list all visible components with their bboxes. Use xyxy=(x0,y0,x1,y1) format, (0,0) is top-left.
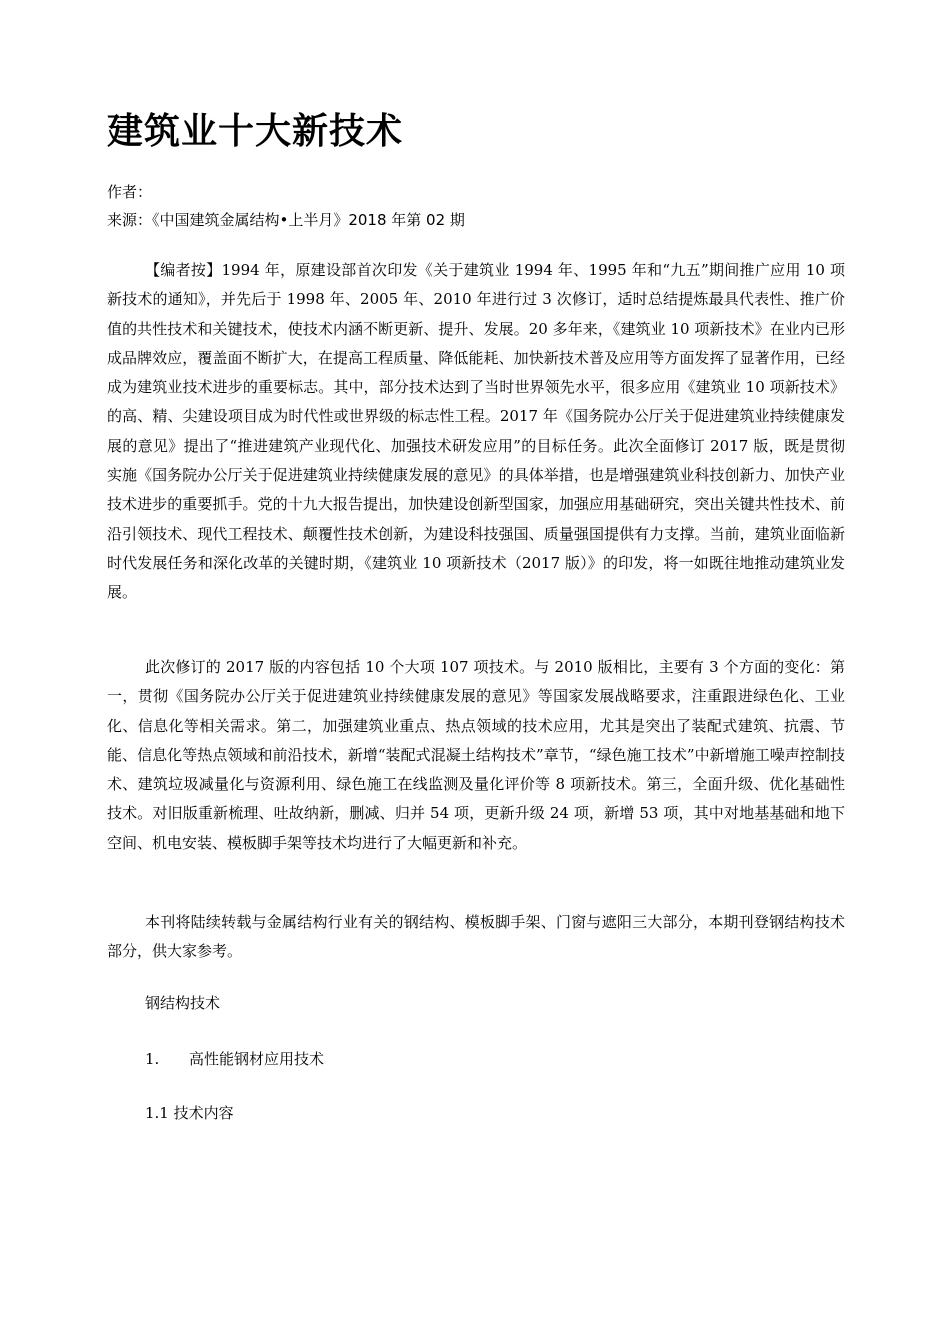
item-number: 1. xyxy=(145,1050,160,1068)
editor-note-paragraph: 【编者按】1994 年，原建设部首次印发《关于建筑业 1994 年、1995 年和“九五”期间推广应用 10 项新技术的通知》，并先后于 1998 年、2005 年、2010 年进行过 3 次修订，适时总结提炼最具代表性、推广价值的共性技术和关键技术，使技术内涵不断更新、提升、发展。20 多年来，《建筑业 10 项新技术》在业内已形成品牌效应，覆盖面不断扩大，在提高工程质量、降低能耗、加快新技术普及应用等方面发挥了显著作用，已经成为建筑业技术进步的重要标志。其中，部分技术达到了当时世界领先水平，很多应用《建筑业 10 项新技术》的高、精、尖建设项目成为时代性或世界级的标志性工程。2017 年《国务院办公厅关于促进建筑业持续健康发展的意见》提出了“推进建筑产业现代化、加强技术研发应用”的目标任务。此次全面修订 2017 版，既是贯彻实施《国务院办公厅关于促进建筑业持续健康发展的意见》的具体举措，也是增强建筑业科技创新力、加快产业技术进步的重要抓手。党的十九大报告提出，加快建设创新型国家，加强应用基础研究，突出关键共性技术、前沿引领技术、现代工程技术、颠覆性技术创新，为建设科技强国、质量强国提供有力支撑。当前，建筑业面临新时代发展任务和深化改革的关键时期，《建筑业 10 项新技术（2017 版）》的印发，将一如既往地推动建筑业发展。 xyxy=(107,261,845,602)
revision-summary-paragraph: 此次修订的 2017 版的内容包括 10 个大项 107 项技术。与 2010 版相比，主要有 3 个方面的变化：第一，贯彻《国务院办公厅关于促进建筑业持续健康发展的意见》等国家发展战略要求，注重跟进绿色化、工业化、信息化等相关需求。第二，加强建筑业重点、热点领域的技术应用，尤其是突出了装配式建筑、抗震、节能、信息化等热点领域和前沿技术，新增“装配式混凝土结构技术”章节，“绿色施工技术”中新增施工噪声控制技术、建筑垃圾减量化与资源利用、绿色施工在线监测及量化评价等 8 项新技术。第三，全面升级、优化基础性技术。对旧版重新梳理、吐故纳新，删减、归并 54 项，更新升级 24 项，新增 53 项，其中对地基基础和地下空间、机电安装、模板脚手架等技术均进行了大幅更新和补充。 xyxy=(107,658,845,852)
sub-heading: 1.1 技术内容 xyxy=(145,1104,234,1122)
publication-note-paragraph: 本刊将陆续转载与金属结构行业有关的钢结构、模板脚手架、门窗与遮阳三大部分，本期刊登钢结构技术部分，供大家参考。 xyxy=(107,913,845,961)
section-heading: 钢结构技术 xyxy=(145,994,221,1012)
document-title: 建筑业十大新技术 xyxy=(107,111,404,152)
source-line: 来源：《中国建筑金属结构•上半月》2018 年第 02 期 xyxy=(107,211,465,229)
author-line: 作者： xyxy=(107,183,153,201)
item-label: 高性能钢材应用技术 xyxy=(189,1050,325,1068)
